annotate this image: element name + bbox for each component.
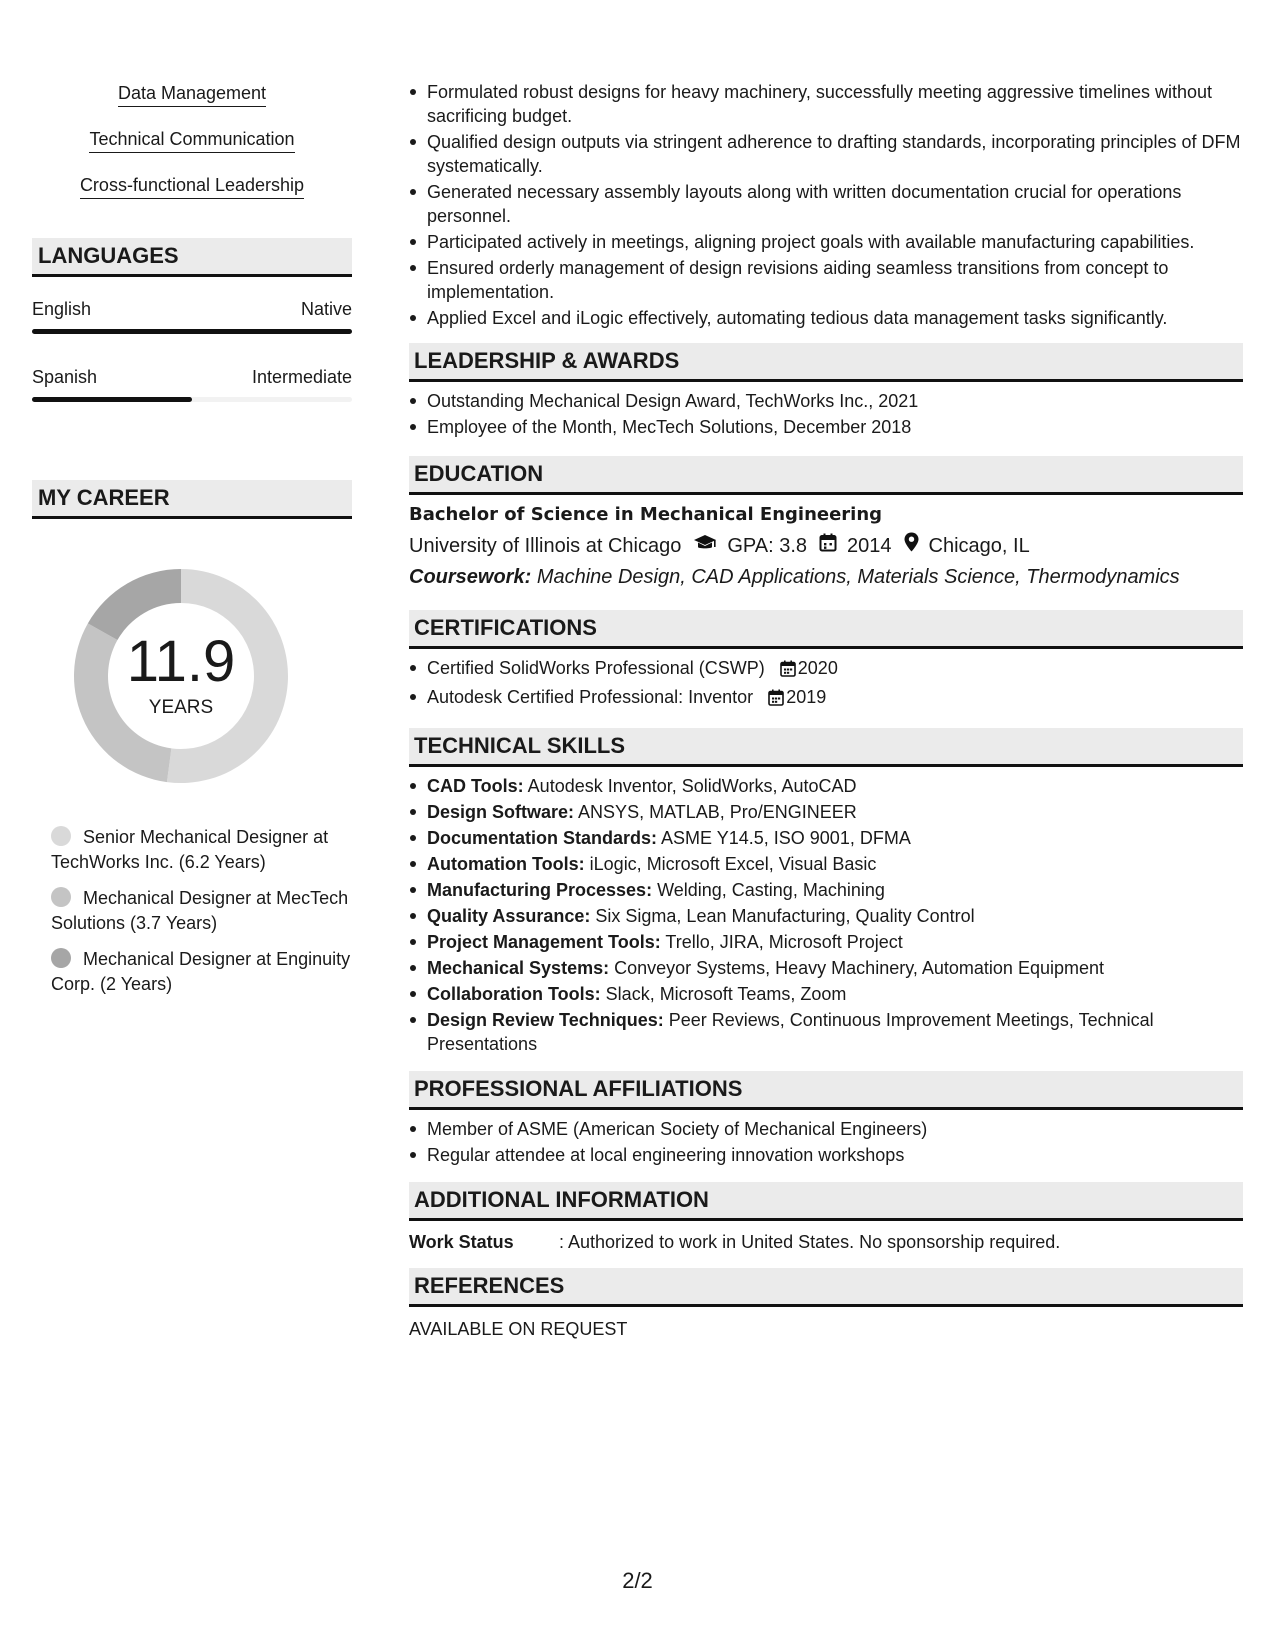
- language-english: [32, 298, 352, 334]
- coursework-label: Coursework:: [409, 566, 532, 588]
- certification-item: [427, 656, 1243, 683]
- skill-category: Design Review Techniques:: [427, 1010, 664, 1030]
- career-legend-item: [51, 947, 352, 997]
- experience-bullet: Applied Excel and iLogic effectively, automating tedious data management tasks significantly.: [427, 306, 1243, 330]
- technical-skills-heading: TECHNICAL SKILLS: [409, 728, 1243, 767]
- skill-category: Automation Tools:: [427, 854, 585, 874]
- affiliations-list: [409, 1117, 1243, 1167]
- technical-skill-item: [427, 956, 1243, 980]
- legend-dot: [51, 826, 71, 846]
- skill-tag: Cross-functional Leadership: [80, 174, 304, 199]
- experience-bullet: Generated necessary assembly layouts along with written documentation crucial for operations personnel.: [427, 180, 1243, 228]
- language-level: Intermediate: [251, 367, 352, 387]
- skill-category: Manufacturing Processes:: [427, 880, 653, 900]
- career-legend-item: [51, 886, 352, 936]
- graduation-cap-icon: [693, 532, 717, 560]
- language-name: English: [32, 299, 92, 319]
- coursework-list: Machine Design, CAD Applications, Materials Science, Thermodynamics: [536, 566, 1180, 588]
- career-heading: MY CAREER: [32, 480, 352, 519]
- skill-tags: [32, 82, 352, 199]
- awards-list: [409, 389, 1243, 439]
- language-name: Spanish: [32, 367, 98, 387]
- career-total-years: 11.9: [126, 629, 236, 694]
- skill-category: Collaboration Tools:: [427, 984, 601, 1004]
- experience-bullet: Formulated robust designs for heavy machinery, successfully meeting aggressive timelines without sacrificing budget.: [427, 80, 1243, 128]
- skill-values: Peer Reviews, Continuous Improvement Meetings, Technical Presentations: [427, 1010, 1154, 1054]
- calendar-icon: [819, 532, 837, 560]
- awards-heading: LEADERSHIP & AWARDS: [409, 343, 1243, 382]
- skill-values: ANSYS, MATLAB, Pro/ENGINEER: [578, 802, 857, 822]
- affiliations-heading: PROFESSIONAL AFFILIATIONS: [409, 1071, 1243, 1110]
- page-number: 2/2: [622, 1568, 653, 1593]
- skill-values: Welding, Casting, Machining: [657, 880, 885, 900]
- technical-skill-item: [427, 852, 1243, 876]
- school-location: Chicago, IL: [928, 535, 1030, 557]
- technical-skill-item: [427, 800, 1243, 824]
- skill-tag: Data Management: [118, 82, 266, 107]
- technical-skill-item: [427, 982, 1243, 1006]
- proficiency-fill: [32, 329, 352, 334]
- work-status-value: : Authorized to work in United States. No sponsorship required.: [559, 1232, 1061, 1252]
- technical-skill-item: [427, 826, 1243, 850]
- career-years-unit: YEARS: [148, 697, 214, 718]
- experience-bullets: [409, 80, 1243, 330]
- coursework: [409, 563, 1243, 591]
- graduation-year: 2014: [847, 535, 892, 557]
- technical-skill-item: [427, 878, 1243, 902]
- skill-category: Design Software:: [427, 802, 575, 822]
- gpa: GPA: 3.8: [727, 535, 808, 557]
- proficiency-bar: [32, 397, 352, 402]
- technical-skill-item: [427, 1008, 1243, 1056]
- award-item: Employee of the Month, MecTech Solutions, December 2018: [427, 415, 1243, 439]
- technical-skills-list: [409, 774, 1243, 1056]
- proficiency-bar: [32, 329, 352, 334]
- references-heading: REFERENCES: [409, 1268, 1243, 1307]
- right-column: [409, 80, 1243, 1341]
- certification-item: [427, 685, 1243, 712]
- school-name: University of Illinois at Chicago: [409, 535, 682, 557]
- technical-skill-item: [427, 930, 1243, 954]
- calendar-icon: [768, 688, 784, 712]
- skill-values: iLogic, Microsoft Excel, Visual Basic: [589, 854, 877, 874]
- legend-dot: [51, 887, 71, 907]
- skill-values: Slack, Microsoft Teams, Zoom: [605, 984, 847, 1004]
- skill-category: Mechanical Systems:: [427, 958, 610, 978]
- references-text: AVAILABLE ON REQUEST: [409, 1319, 628, 1339]
- work-status-label: Work Status: [409, 1232, 514, 1252]
- career-legend-label: Senior Mechanical Designer at TechWorks Inc. (6.2 Years): [51, 827, 329, 872]
- skill-category: Documentation Standards:: [427, 828, 658, 848]
- skill-values: Six Sigma, Lean Manufacturing, Quality Control: [595, 906, 975, 926]
- skill-values: Trello, JIRA, Microsoft Project: [665, 932, 903, 952]
- affiliation-item: Member of ASME (American Society of Mechanical Engineers): [427, 1117, 1243, 1141]
- work-status-row: [409, 1230, 1243, 1254]
- career-legend-label: Mechanical Designer at MecTech Solutions (3.7 Years): [51, 888, 349, 933]
- certifications-heading: CERTIFICATIONS: [409, 610, 1243, 649]
- experience-bullet: Qualified design outputs via stringent adherence to drafting standards, incorporating principles of DFM systematically.: [427, 130, 1243, 178]
- skill-tag: Technical Communication: [89, 128, 294, 153]
- left-column: [32, 82, 352, 1008]
- legend-dot: [51, 948, 71, 968]
- technical-skill-item: [427, 904, 1243, 928]
- language-spanish: [32, 366, 352, 402]
- skill-values: ASME Y14.5, ISO 9001, DFMA: [661, 828, 911, 848]
- skill-category: Project Management Tools:: [427, 932, 661, 952]
- career-legend-item: [51, 825, 352, 875]
- certification-name: Certified SolidWorks Professional (CSWP): [427, 658, 765, 678]
- proficiency-fill: [32, 397, 192, 402]
- location-pin-icon: [904, 532, 919, 560]
- education-heading: EDUCATION: [409, 456, 1243, 495]
- experience-bullet: Participated actively in meetings, aligning project goals with available manufacturing capabilities.: [427, 230, 1243, 254]
- experience-bullet: Ensured orderly management of design revisions aiding seamless transitions from concept to implementation.: [427, 256, 1243, 304]
- award-item: Outstanding Mechanical Design Award, TechWorks Inc., 2021: [427, 389, 1243, 413]
- languages-heading: LANGUAGES: [32, 238, 352, 277]
- certification-year: 2020: [797, 658, 838, 678]
- certification-year: 2019: [786, 687, 827, 707]
- skill-category: Quality Assurance:: [427, 906, 591, 926]
- calendar-icon: [780, 659, 796, 683]
- certifications-list: [409, 656, 1243, 712]
- skill-values: Conveyor Systems, Heavy Machinery, Automation Equipment: [614, 958, 1104, 978]
- language-level: Native: [300, 299, 352, 319]
- additional-info-heading: ADDITIONAL INFORMATION: [409, 1182, 1243, 1221]
- skill-values: Autodesk Inventor, SolidWorks, AutoCAD: [527, 776, 857, 796]
- career-donut-chart: [66, 561, 296, 791]
- certification-name: Autodesk Certified Professional: Inventor: [427, 687, 754, 707]
- degree-title: Bachelor of Science in Mechanical Engineering: [409, 504, 883, 525]
- education-details: [409, 532, 1243, 560]
- donut-center: [66, 561, 296, 791]
- affiliation-item: Regular attendee at local engineering innovation workshops: [427, 1143, 1243, 1167]
- technical-skill-item: [427, 774, 1243, 798]
- career-legend-label: Mechanical Designer at Enginuity Corp. (2 Years): [51, 949, 351, 994]
- career-legend: [32, 825, 352, 997]
- skill-category: CAD Tools:: [427, 776, 524, 796]
